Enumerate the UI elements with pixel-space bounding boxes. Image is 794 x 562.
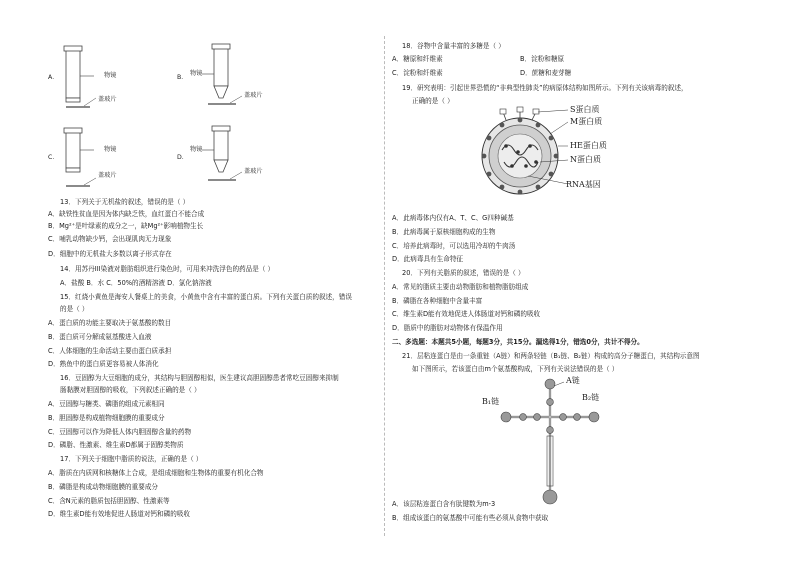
- option-b-slip-label: 盖玻片: [244, 92, 263, 99]
- q15-option-b: B．蛋白质可分解成氨基酸进入血液: [48, 333, 152, 341]
- microscope-option-c: [64, 128, 96, 186]
- m-protein-label: M蛋白质: [570, 117, 603, 126]
- q18-option-c: C．淀粉和纤维素: [392, 69, 443, 77]
- q20-option-d: D．脂质中的脂肪对动物体有保温作用: [392, 324, 503, 332]
- option-d-slip-label: 盖玻片: [244, 168, 263, 175]
- q13-option-b: B．Mg²⁺是叶绿素的成分之一，缺Mg²⁺影响植物生长: [48, 222, 204, 230]
- he-protein-label: HE蛋白质: [570, 141, 607, 150]
- q20-option-a: A．常见的脂质主要由动物脂肪和植物脂肪组成: [392, 283, 529, 291]
- q15-option-d: D．熟鱼中的蛋白质更容易被人体消化: [48, 360, 159, 368]
- q16-option-a: A．豆固醇与糖类、磷脂的组成元素相同: [48, 400, 165, 408]
- q17-option-b: B．磷脂是构成动物细胞膜的重要成分: [48, 483, 159, 491]
- q16-stem-line2: 肠黏膜对胆固醇的吸收，下列叙述正确的是（ ）: [60, 386, 201, 394]
- q21-option-b: B．组成该蛋白的氨基酸中可能有些必须从食物中获取: [392, 514, 549, 522]
- q19-option-b: B．此病毒属于原核细胞构成的生物: [392, 228, 496, 236]
- chain-b1-label: B₁链: [482, 397, 500, 406]
- section-2-heading: 二、多选题：本题共5小题，每题3分，共15分。漏选得1分，错选0分，共计不得分。: [392, 338, 644, 346]
- q21-option-a: A．该层粘连蛋白含有肽键数为m-3: [392, 500, 496, 508]
- chain-a-label: A链: [566, 376, 580, 385]
- laminin-structure-diagram: [480, 374, 630, 509]
- q20-stem: 20．下列有关脂质的叙述，错误的是（ ）: [402, 269, 525, 277]
- q17-stem: 17．下列关于细胞中脂质的说法，正确的是（ ）: [60, 455, 203, 463]
- q18-option-d: D．蔗糖和麦芽糖: [520, 69, 572, 77]
- q17-option-d: D．维生素D能有效地促进人肠道对钙和磷的吸收: [48, 510, 191, 518]
- q16-option-d: D．磷脂、性激素、维生素D都属于固醇类物质: [48, 441, 184, 449]
- q14-options: A．盐酸 B．水 C．50%的酒精溶液 D．氯化钠溶液: [60, 279, 212, 287]
- q17-option-a: A．脂质在内质网和核糖体上合成，是组成细胞和生物体的重要有机化合物: [48, 469, 264, 477]
- q14-stem: 14．用苏丹III染液对脂肪组织进行染色时，可用来冲洗浮色的药品是（ ）: [60, 265, 275, 273]
- q13-option-a: A．缺铁性贫血是因为体内缺乏铁，血红蛋白不能合成: [48, 210, 205, 218]
- q21-stem-line1: 21．层粘连蛋白是由一条重链（A链）和两条轻链（B₁链、B₂链）构成的高分子糖蛋白，其结构示意图: [402, 352, 700, 360]
- virus-structure-diagram: [470, 106, 650, 206]
- q19-option-a: A．此病毒体内仅有A、T、C、G四种碱基: [392, 214, 514, 222]
- chain-b2-label: B₂链: [582, 393, 600, 402]
- option-a-slip-label: 盖玻片: [98, 96, 117, 103]
- q20-option-c: C．维生素D能有效地促进人体肠道对钙和磷的吸收: [392, 310, 541, 318]
- q18-stem: 18．谷物中含量丰富的多糖是（ ）: [402, 42, 505, 50]
- option-c-slip-label: 盖玻片: [98, 172, 117, 179]
- q17-option-c: C．含N元素的脂质包括胆固醇、性激素等: [48, 497, 170, 505]
- rna-gene-label: RNA基因: [566, 180, 601, 189]
- option-a-objective-label: 物镜: [104, 72, 117, 79]
- q19-option-d: D．此病毒具有生命特征: [392, 255, 464, 263]
- q19-stem-line2: 正确的是（ ）: [412, 97, 454, 105]
- q15-stem-line1: 15．红烧小黄鱼是海安人餐桌上的美食，小黄鱼中含有丰富的蛋白质。下列有关蛋白质的叙述，错误: [60, 293, 352, 301]
- q21-stem-line2: 如下图所示，若该蛋白由m个氨基酸构成，下列有关说法错误的是（ ）: [412, 365, 619, 373]
- q16-option-b: B．胆固醇是构成植物细胞膜的重要成分: [48, 414, 165, 422]
- option-c-letter: C．: [48, 154, 59, 161]
- microscope-option-b: [202, 44, 242, 104]
- q20-option-b: B．磷脂在各种细胞中含量丰富: [392, 297, 483, 305]
- option-b-objective-label: 物镜: [190, 70, 203, 77]
- q15-stem-line2: 的是（ ）: [60, 305, 89, 313]
- q16-stem-line1: 16．豆固醇为大豆细胞的成分，其结构与胆固醇相似，医生建议高胆固醇患者常吃豆固醇来抑制: [60, 374, 339, 382]
- q16-option-c: C．豆固醇可以作为降低人体内胆固醇含量的药物: [48, 428, 192, 436]
- option-d-objective-label: 物镜: [190, 146, 203, 153]
- microscope-option-a: [64, 46, 96, 107]
- microscope-option-d: [202, 126, 242, 180]
- q13-option-d: D．细胞中的无机盐大多数以离子形式存在: [48, 250, 172, 258]
- s-protein-label: S蛋白质: [570, 105, 600, 114]
- q19-option-c: C．培养此病毒时，可以选用冷却的牛肉汤: [392, 242, 516, 250]
- q13-stem: 13．下列关于无机盐的叙述，错误的是（ ）: [60, 198, 190, 206]
- option-b-letter: B．: [177, 74, 188, 81]
- q15-option-c: C．人体细胞的生命活动主要由蛋白质承担: [48, 347, 172, 355]
- option-c-objective-label: 物镜: [104, 146, 117, 153]
- option-d-letter: D．: [177, 154, 188, 161]
- q19-stem-line1: 19．研究表明：引起世界恐慌的“非典型性肺炎”的病原体结构如图所示。下列有关该病毒的叙述，: [402, 84, 688, 92]
- q18-option-a: A．糖原和纤维素: [392, 55, 443, 63]
- q15-option-a: A．蛋白质的功能主要取决于氨基酸的数目: [48, 319, 172, 327]
- q18-option-b: B．淀粉和糖原: [520, 55, 565, 63]
- n-protein-label: N蛋白质: [570, 155, 601, 164]
- column-divider: [384, 36, 385, 536]
- option-a-letter: A．: [48, 74, 59, 81]
- q13-option-c: C．哺乳动物缺少钙，会出现肌肉无力现象: [48, 235, 172, 243]
